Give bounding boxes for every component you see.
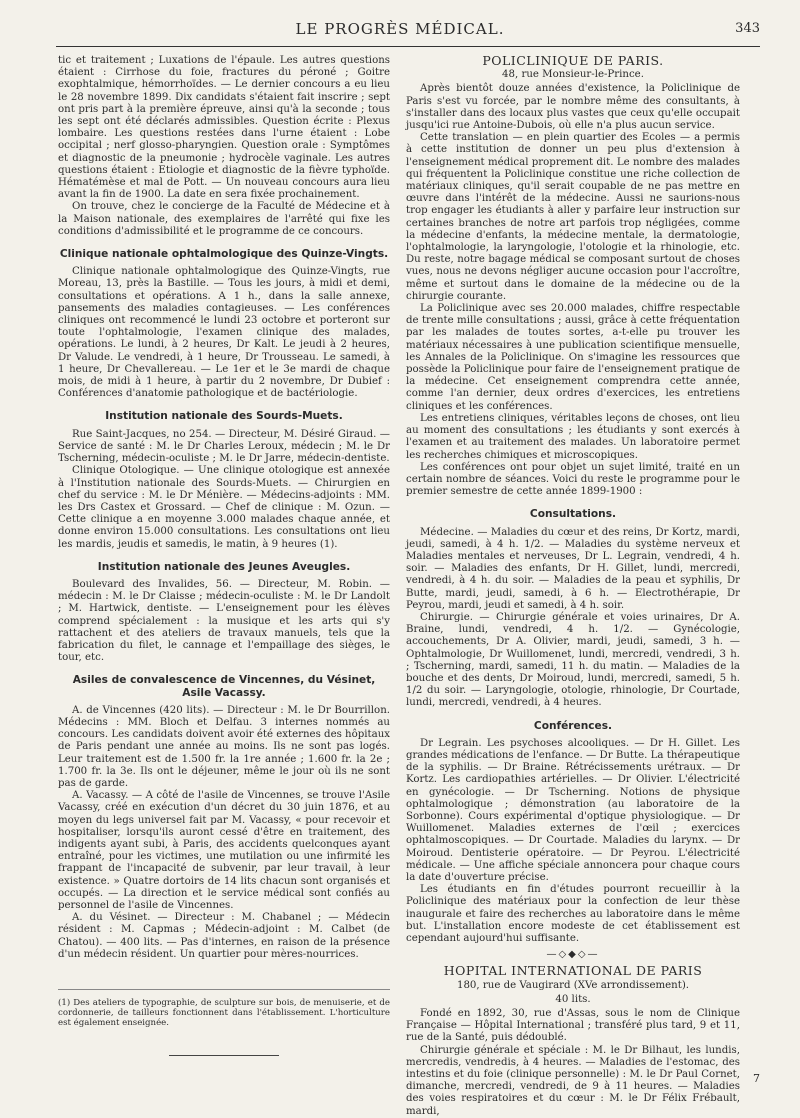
right-column xyxy=(406,55,740,1118)
section-heading: Asile Vacassy. xyxy=(182,686,266,699)
paragraph: Les entretiens cliniques, véritables leçons de choses, ont lieu au moment des consultations ; les étudiants y sont exercés à l'examen et au traitement des malades. Un laboratoire permet les recherches chimiques et microscopiques. xyxy=(406,412,740,461)
header-rule xyxy=(56,46,760,47)
ornament-divider: —◇◆◇— xyxy=(546,949,600,961)
section-heading: Clinique nationale ophtalmologique des Quinze-Vingts. xyxy=(59,248,389,261)
paragraph: Clinique nationale ophtalmologique des Quinze-Vingts, rue Moreau, 13, près la Bastille. — Tous les jours, à midi et demi, consultations et opérations. A 1 h., dans la salle annexe, pansements des maladies contagieuses. — Les conférences cliniques ont recommencé le lundi 23 octobre et porteront sur toute l'ophtalmologie, l'examen clinique des malades, opérations. Le lundi, à 2 heures, Dr Kalt. Le jeudi à 2 heures, Dr Valude. Le vendredi, à 1 heure, Dr Trousseau. Le samedi, à 1 heure, Dr Chevallereau. — Le 1er et le 3e mardi de chaque mois, de midi à 1 heure, à partir du 2 novembre, Dr Dubief : Conférences d'anatomie pathologique et de bactériologie. xyxy=(58,266,390,400)
signature-mark: 7 xyxy=(753,1072,760,1085)
paragraph: A. Vacassy. — A côté de l'asile de Vincennes, se trouve l'Asile Vacassy, créé en exécution d'un décret du 30 juin 1876, et au moyen du legs universel fait par M. Vacassy, « pour recevoir et hospitaliser, lorsqu'ils auront cessé d'être en traitement, des indigents ayant subi, à Paris, des accidents quelconques ayant entraîné, pour les victimes, une mutilation ou une infirmité les frappant de l'incapacité de subvenir, par leur travail, à leur existence. » Quatre dortoirs de 14 lits chacun sont organisés et occupés. — La direction et le service médical sont confiés au personnel de l'asile de Vincennes. xyxy=(58,790,390,911)
journal-title: LE PROGRÈS MÉDICAL. xyxy=(295,20,505,38)
footnote: (1) Des ateliers de typographie, de sculpture sur bois, de menuiserie, et de cordonnerie, de tailleurs fonctionnent dans l'établissement. L'horticulture est également enseignée. xyxy=(58,989,390,1029)
section-heading: Asiles de convalescence de Vincennes, du Vésinet, xyxy=(72,674,376,687)
section-heading: Conférences. xyxy=(533,719,613,732)
page-number: 343 xyxy=(735,21,760,36)
paragraph: La Policlinique avec ses 20.000 malades, chiffre respectable de trente mille consultations ; aussi, grâce à cette fréquentation par les malades de toutes sortes, a-t-elle pu trouver les matériaux nécessaires à une publication scientifique mensuelle, les Annales de la Policlinique. On s'imagine les ressources que possède la Policlinique pour faire de l'enseignement pratique de la médecine. Cet enseignement comprendra cette année, comme l'an dernier, deux ordres d'exercices, les entretiens cliniques et les conférences. xyxy=(406,303,740,412)
paragraph: tic et traitement ; Luxations de l'épaule. Les autres questions étaient : Cirrhose du foie, fractures du péroné ; Goitre exophtalmique, hémorrhoïdes. — Le dernier concours a eu lieu le 28 novembre 1899. Dix candidats s'étaient fait inscrire ; sept ont pris part à la première épreuve, ainsi qu'à la seconde ; tous les sept ont été déclarés admissibles. Question écrite : Plexus lombaire. Les questions restées dans l'urne étaient : Lobe occipital ; nerf glosso-pharyngien. Question orale : Symptômes et diagnostic de la pneumonie ; hydrocèle vaginale. Les autres questions étaient : Etiologie et diagnostic de la fièvre typhoïde. Hématémèse et mal de Pott. — Un nouveau concours aura lieu avant la fin de 1900. La date en sera fixée prochainement. xyxy=(58,55,390,201)
paragraph: Les conférences ont pour objet un sujet limité, traité en un certain nombre de séances. Voici du reste le programme pour le premier semestre de cette année 1899-1900 : xyxy=(406,461,740,498)
section-heading: Institution nationale des Jeunes Aveugles. xyxy=(97,560,351,573)
paragraph: Après bientôt douze années d'existence, la Policlinique de Paris s'est vu forcée, par le nombre même des consultants, à s'installer dans des locaux plus vastes que ceux qu'elle occupait jusqu'ici rue Antoine-Dubois, où elle n'a plus aucun service. xyxy=(406,83,740,132)
left-column xyxy=(58,55,390,1056)
end-rule xyxy=(169,1055,279,1056)
paragraph: Cette translation — en plein quartier des Ecoles — a permis à cette institution de donner un peu plus d'extension à l'enseignement médical proprement dit. Le nombre des malades qui fréquentent la Policlinique constitue une riche collection de matériaux cliniques, qu'il serait coupable de ne pas mettre en œuvre dans l'intérêt de la médecine. Aussi ne saurions-nous trop engager les étudiants à aller y parfaire leur instruction sur certaines branches de notre art parfois trop négligées, comme la médecine d'enfants, la médecine mentale, la dermatologie, l'ophtalmologie, la laryngologie, l'otologie et la rhinologie, etc. Du reste, notre bagage médical se composant surtout de choses vues, nous ne devons négliger aucune occasion pour l'accroître, même et surtout dans le domaine de la médecine ou de la chirurgie courante. xyxy=(406,132,740,302)
paragraph: Dr Legrain. Les psychoses alcooliques. — Dr H. Gillet. Les grandes médications de l'enfance. — Dr Butte. La thérapeutique de la syphilis. — Dr Braine. Rétrécissements urétraux. — Dr Kortz. Les cardiopathies artérielles. — Dr Olivier. L'électricité en gynécologie. — Dr Tscherning. Notions de physique ophtalmologique ; démonstration (au laboratoire de la Sorbonne). Cours expérimental d'optique physiologique. — Dr Wuillomenet. Maladies externes de l'œil ; exercices ophtalmoscopiques. — Dr Courtade. Maladies du larynx. — Dr Moiroud. Dentisterie opératoire. — Dr Peyrou. L'électricité médicale. — Une affiche spéciale annoncera pour chaque cours la date d'ouverture précise. xyxy=(406,737,740,883)
section-heading: Consultations. xyxy=(529,508,617,521)
paragraph: Clinique Otologique. — Une clinique otologique est annexée à l'Institution nationale des Sourds-Muets. — Chirurgien en chef du service : M. le Dr Ménière. — Médecins-adjoints : MM. les Drs Castex et Grossard. — Chef de clinique : M. Ozun. — Cette clinique a en moyenne 3.000 malades chaque année, et donne environ 15.000 consultations. Les consultations ont lieu les mardis, jeudis et samedis, le matin, à 9 heures (1). xyxy=(58,465,390,550)
paragraph: Chirurgie. — Chirurgie générale et voies urinaires, Dr A. Braine, lundi, vendredi, 4 h. 1/2. — Gynécologie, accouchements, Dr A. Olivier, mardi, jeudi, samedi, 3 h. — Ophtalmologie, Dr Wuillomenet, lundi, mercredi, vendredi, 3 h. ; Tscherning, mardi, samedi, 11 h. du matin. — Maladies de la bouche et des dents, Dr Moiroud, lundi, mercredi, samedi, 5 h. 1/2 du soir. — Laryngologie, otologie, rhinologie, Dr Courtade, lundi, mercredi, vendredi, à 4 heures. xyxy=(406,611,740,709)
bed-count: 40 lits. xyxy=(555,993,591,1005)
address: 48, rue Monsieur-le-Prince. xyxy=(502,69,644,81)
section-title: POLICLINIQUE DE PARIS. xyxy=(482,53,664,68)
paragraph: Chirurgie générale et spéciale : M. le Dr Bilhaut, les lundis, mercredis, vendredis, à 4 heures. — Maladies de l'estomac, des intestins et du foie (clinique personnelle) : M. le Dr Paul Cornet, dimanche, mercredi, vendredi, de 9 à 11 heures. — Maladies des voies respiratoires et du cœur : M. le Dr Félix Frébault, mardi, xyxy=(406,1044,740,1117)
page-header xyxy=(40,18,760,44)
address: 180, rue de Vaugirard (XVe arrondissement). xyxy=(456,979,690,991)
paragraph: Les étudiants en fin d'études pourront recueillir à la Policlinique des matériaux pour la confection de leur thèse inaugurale et faire des recherches au laboratoire dans le même but. L'installation encore modeste de cet établissement est cependant aujourd'hui suffisante. xyxy=(406,884,740,945)
paragraph: Boulevard des Invalides, 56. — Directeur, M. Robin. — médecin : M. le Dr Claisse ; médecin-oculiste : M. le Dr Landolt ; M. Hartwick, dentiste. — L'enseignement pour les élèves comprend spécialement : la musique et les arts qui s'y rattachent et des ateliers de travaux manuels, tels que la fabrication du filet, le cannage et l'empaillage des sièges, le tour, etc. xyxy=(58,578,390,664)
paragraph: Médecine. — Maladies du cœur et des reins, Dr Kortz, mardi, jeudi, samedi, à 4 h. 1/2. — Maladies du système nerveux et Maladies mentales et nerveuses, Dr L. Legrain, vendredi, 4 h. soir. — Maladies des enfants, Dr H. Gillet, lundi, mercredi, vendredi, à 4 h. du soir. — Maladies de la peau et syphilis, Dr Butte, mardi, jeudi, samedi, à 6 h. — Electrothérapie, Dr Peyrou, mardi, jeudi et samedi, à 4 h. soir. xyxy=(406,526,740,611)
paragraph: A. du Vésinet. — Directeur : M. Chabanel ; — Médecin résident : M. Capmas ; Médecin-adjoint : M. Calbet (de Chatou). — 400 lits. — Pas d'internes, en raison de la présence d'un médecin résident. Un quartier pour mères-nourrices. xyxy=(58,912,390,960)
paragraph: Fondé en 1892, 30, rue d'Assas, sous le nom de Clinique Française — Hôpital International ; transféré plus tard, 9 et 11, rue de la Santé, puis dédoublé. xyxy=(406,1008,740,1044)
section-title: HOPITAL INTERNATIONAL DE PARIS xyxy=(443,963,703,979)
section-heading: Institution nationale des Sourds-Muets. xyxy=(105,410,343,423)
paragraph: On trouve, chez le concierge de la Faculté de Médecine et à la Maison nationale, des exemplaires de l'arrêté qui fixe les conditions d'admissibilité et le programme de ce concours. xyxy=(58,201,390,237)
paragraph: A. de Vincennes (420 lits). — Directeur : M. le Dr Bourrillon. Médecins : MM. Bloch et Delfau. 3 internes nommés au concours. Les candidats doivent avoir été externes des hôpitaux de Paris pendant une année au moins. Ils ne sont pas logés. Leur traitement est de 1.500 fr. la 1re année ; 1.600 fr. la 2e ; 1.700 fr. la 3e. Ils ont le déjeuner, même le jour où ils ne sont pas de garde. xyxy=(58,704,391,789)
paragraph: Rue Saint-Jacques, no 254. — Directeur, M. Désiré Giraud. — Service de santé : M. le Dr Charles Leroux, médecin ; M. le Dr Tscherning, médecin-oculiste ; M. le Dr Jarre, médecin-dentiste. xyxy=(58,428,390,465)
